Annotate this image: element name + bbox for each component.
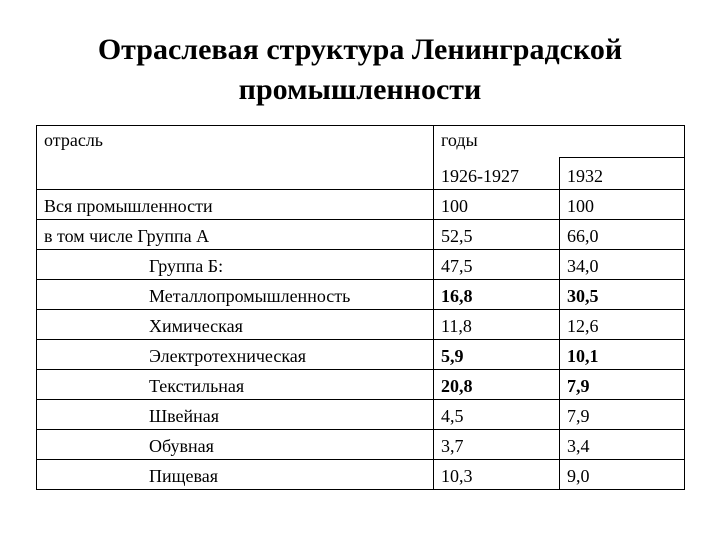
row-name: в том числе Группа А bbox=[37, 220, 434, 250]
row-value-1: 3,7 bbox=[434, 430, 560, 460]
row-name: Вся промышленности bbox=[37, 190, 434, 220]
row-value-2: 7,9 bbox=[560, 400, 685, 430]
table-row bbox=[37, 400, 685, 430]
row-value-1: 11,8 bbox=[434, 310, 560, 340]
header-year-1: 1926-1927 bbox=[434, 158, 560, 190]
row-value-1: 20,8 bbox=[434, 370, 560, 400]
table-row bbox=[37, 340, 685, 370]
table-row bbox=[37, 250, 685, 280]
row-value-2: 34,0 bbox=[560, 250, 685, 280]
row-value-2: 7,9 bbox=[560, 370, 685, 400]
row-name: Пищевая bbox=[37, 460, 434, 490]
table-row bbox=[37, 190, 685, 220]
industry-structure-table bbox=[36, 125, 685, 490]
row-name: Химическая bbox=[37, 310, 434, 340]
row-name: Швейная bbox=[37, 400, 434, 430]
row-value-2: 3,4 bbox=[560, 430, 685, 460]
row-value-2: 66,0 bbox=[560, 220, 685, 250]
table-header-row bbox=[37, 126, 685, 158]
header-industry: отрасль bbox=[37, 126, 434, 190]
row-value-1: 4,5 bbox=[434, 400, 560, 430]
row-name: Обувная bbox=[37, 430, 434, 460]
table-row bbox=[37, 280, 685, 310]
table-row bbox=[37, 370, 685, 400]
row-name: Металлопромышленность bbox=[37, 280, 434, 310]
row-name: Группа Б: bbox=[37, 250, 434, 280]
row-value-2: 9,0 bbox=[560, 460, 685, 490]
row-value-2: 30,5 bbox=[560, 280, 685, 310]
row-value-1: 16,8 bbox=[434, 280, 560, 310]
row-value-2: 100 bbox=[560, 190, 685, 220]
row-name: Электротехническая bbox=[37, 340, 434, 370]
row-value-1: 52,5 bbox=[434, 220, 560, 250]
row-value-1: 5,9 bbox=[434, 340, 560, 370]
table-row bbox=[37, 310, 685, 340]
row-value-2: 10,1 bbox=[560, 340, 685, 370]
header-year-2: 1932 bbox=[560, 158, 685, 190]
title-line-2: промышленности bbox=[238, 73, 482, 106]
row-value-1: 47,5 bbox=[434, 250, 560, 280]
row-value-1: 100 bbox=[434, 190, 560, 220]
title-line-1: Отраслевая структура Ленинградской bbox=[97, 33, 623, 66]
table-row bbox=[37, 430, 685, 460]
table-row bbox=[37, 220, 685, 250]
page-title bbox=[0, 30, 720, 110]
row-value-1: 10,3 bbox=[434, 460, 560, 490]
header-years: годы bbox=[434, 126, 685, 158]
row-value-2: 12,6 bbox=[560, 310, 685, 340]
table-row bbox=[37, 460, 685, 490]
row-name: Текстильная bbox=[37, 370, 434, 400]
